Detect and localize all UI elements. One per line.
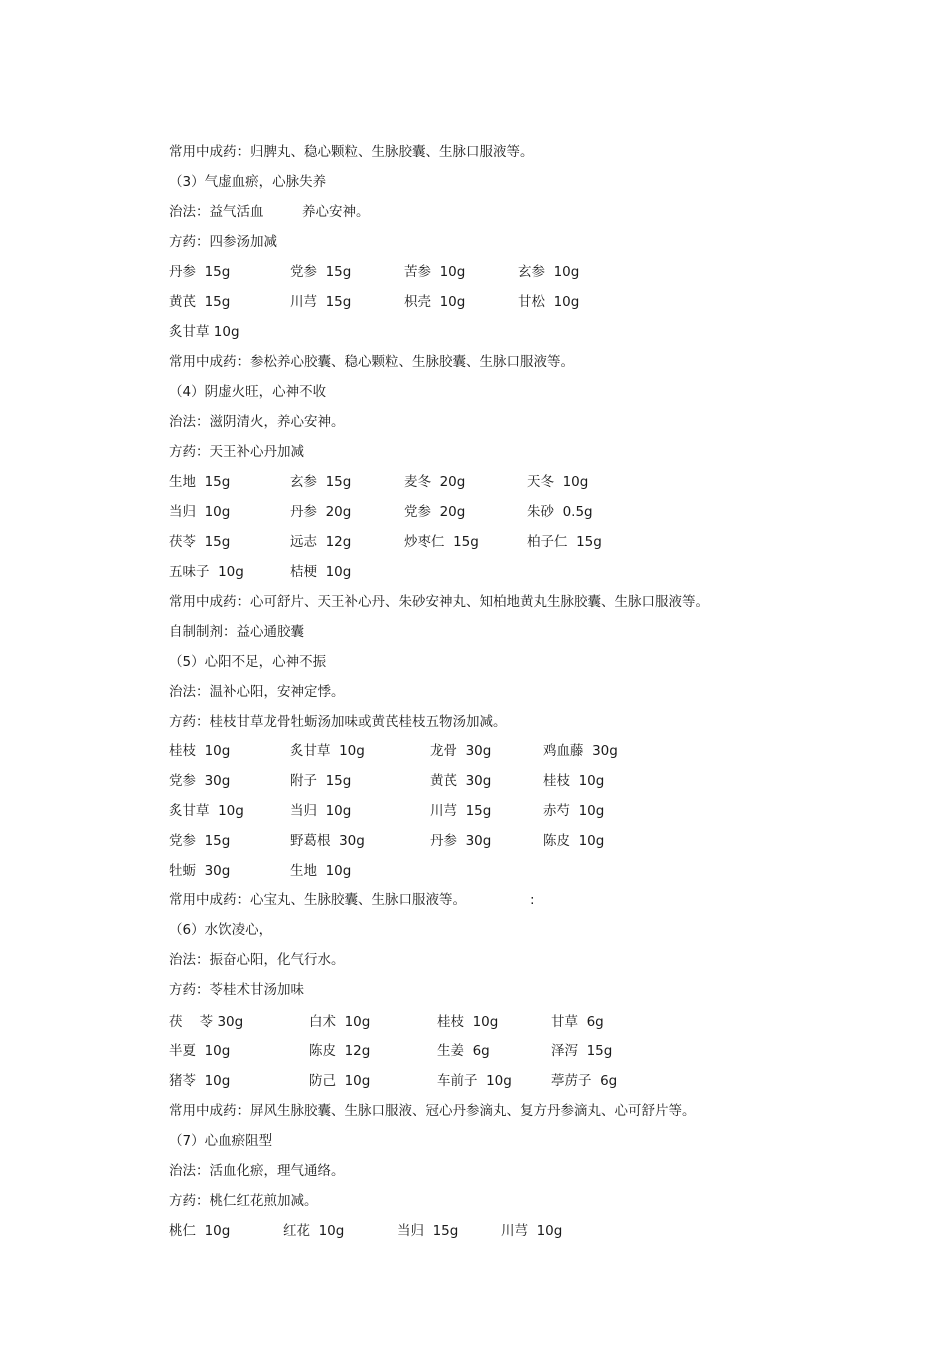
section-heading-4: （4）阴虚火旺，心神不收: [169, 384, 327, 400]
herb-item: 桃仁 10g: [169, 1223, 231, 1239]
treatment-line: 治法：温补心阳，安神定悸。: [169, 684, 345, 700]
herb-item: 远志 12g: [290, 534, 352, 550]
herb-item: 泽泻 15g: [551, 1043, 613, 1059]
treatment-line: 治法：益气活血: [169, 204, 264, 220]
herb-item: 麦冬 20g: [404, 474, 466, 490]
herb-item: 党参 15g: [290, 264, 352, 280]
herb-item: 生姜 6g: [437, 1043, 490, 1059]
herb-item: 天冬 10g: [527, 474, 589, 490]
herb-item: 茯 苓 30g: [169, 1014, 244, 1030]
herb-item: 丹参 15g: [169, 264, 231, 280]
herb-item: 鸡血藤 30g: [543, 743, 618, 759]
herb-item: 五味子 10g: [169, 564, 244, 580]
herb-item: 甘松 10g: [518, 294, 580, 310]
herb-row-single: 炙甘草 10g: [169, 324, 240, 340]
herb-item: 桂枝 10g: [543, 773, 605, 789]
herb-item: 红花 10g: [283, 1223, 345, 1239]
self-made-preparation-line: 自制制剂：益心通胶囊: [169, 624, 304, 640]
herb-item: 党参 15g: [169, 833, 231, 849]
stray-colon: :: [530, 892, 535, 908]
patent-medicine-line: 常用中成药：屏风生脉胶囊、生脉口服液、冠心丹参滴丸、复方丹参滴丸、心可舒片等。: [169, 1103, 696, 1119]
herb-item: 防己 10g: [309, 1073, 371, 1089]
formula-line: 方药：桃仁红花煎加减。: [169, 1193, 318, 1209]
section-heading-6: （6）水饮凌心，: [169, 922, 273, 938]
formula-line: 方药：桂枝甘草龙骨牡蛎汤加味或黄芪桂枝五物汤加减。: [169, 714, 507, 730]
herb-item: 黄芪 30g: [430, 773, 492, 789]
herb-item: 苦参 10g: [404, 264, 466, 280]
treatment-line: 治法：活血化瘀，理气通络。: [169, 1163, 345, 1179]
herb-item: 半夏 10g: [169, 1043, 231, 1059]
herb-item: 甘草 6g: [551, 1014, 604, 1030]
herb-item: 朱砂 0.5g: [527, 504, 593, 520]
herb-item: 黄芪 15g: [169, 294, 231, 310]
patent-medicine-line: 常用中成药：归脾丸、稳心颗粒、生脉胶囊、生脉口服液等。: [169, 144, 534, 160]
formula-line: 方药：四参汤加减: [169, 234, 277, 250]
herb-item: 玄参 15g: [290, 474, 352, 490]
herb-item: 炙甘草 10g: [169, 803, 244, 819]
herb-item: 川芎 10g: [501, 1223, 563, 1239]
herb-item: 野葛根 30g: [290, 833, 365, 849]
section-heading-5: （5）心阳不足，心神不振: [169, 654, 327, 670]
herb-item: 赤芍 10g: [543, 803, 605, 819]
herb-item: 当归 15g: [397, 1223, 459, 1239]
herb-item: 猪苓 10g: [169, 1073, 231, 1089]
patent-medicine-line: 常用中成药：心宝丸、生脉胶囊、生脉口服液等。: [169, 892, 466, 908]
herb-item: 炒枣仁 15g: [404, 534, 479, 550]
herb-item: 炙甘草 10g: [290, 743, 365, 759]
treatment-line: 治法：滋阴清火，养心安神。: [169, 414, 345, 430]
herb-item: 柏子仁 15g: [527, 534, 602, 550]
herb-item: 白术 10g: [309, 1014, 371, 1030]
treatment-line: 治法：振奋心阳，化气行水。: [169, 952, 345, 968]
herb-item: 陈皮 10g: [543, 833, 605, 849]
herb-item: 川芎 15g: [290, 294, 352, 310]
herb-item: 丹参 20g: [290, 504, 352, 520]
herb-item: 生地 10g: [290, 863, 352, 879]
herb-item: 当归 10g: [290, 803, 352, 819]
herb-item: 龙骨 30g: [430, 743, 492, 759]
herb-item: 葶苈子 6g: [551, 1073, 618, 1089]
herb-item: 桂枝 10g: [169, 743, 231, 759]
section-heading-3: （3）气虚血瘀，心脉失养: [169, 174, 327, 190]
herb-item: 牡蛎 30g: [169, 863, 231, 879]
herb-item: 桂枝 10g: [437, 1014, 499, 1030]
herb-item: 桔梗 10g: [290, 564, 352, 580]
herb-item: 川芎 15g: [430, 803, 492, 819]
formula-line: 方药：苓桂术甘汤加味: [169, 982, 304, 998]
herb-item: 党参 20g: [404, 504, 466, 520]
herb-item: 丹参 30g: [430, 833, 492, 849]
herb-item: 陈皮 12g: [309, 1043, 371, 1059]
treatment-line-cont: 养心安神。: [302, 204, 370, 220]
herb-item: 党参 30g: [169, 773, 231, 789]
herb-item: 玄参 10g: [518, 264, 580, 280]
herb-item: 附子 15g: [290, 773, 352, 789]
herb-item: 生地 15g: [169, 474, 231, 490]
section-heading-7: （7）心血瘀阻型: [169, 1133, 273, 1149]
patent-medicine-line: 常用中成药：参松养心胶囊、稳心颗粒、生脉胶囊、生脉口服液等。: [169, 354, 574, 370]
formula-line: 方药：天王补心丹加减: [169, 444, 304, 460]
herb-item: 车前子 10g: [437, 1073, 512, 1089]
herb-item: 当归 10g: [169, 504, 231, 520]
herb-item: 枳壳 10g: [404, 294, 466, 310]
patent-medicine-line: 常用中成药：心可舒片、天王补心丹、朱砂安神丸、知柏地黄丸生脉胶囊、生脉口服液等。: [169, 594, 709, 610]
herb-item: 茯苓 15g: [169, 534, 231, 550]
